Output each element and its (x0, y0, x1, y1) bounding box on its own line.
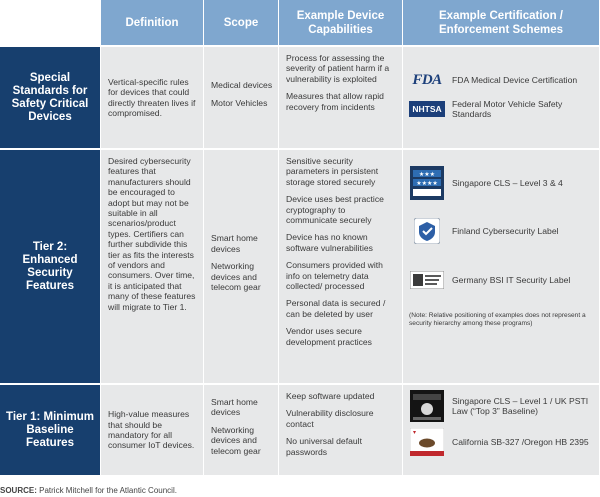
capability-item: No universal default passwords (286, 436, 362, 457)
capability-item: Keep software updated (286, 391, 375, 401)
row-title-tier-2: Tier 2: Enhanced Security Features (0, 150, 101, 385)
definition-text: Vertical-specific rules for devices that could directly threaten lives if compromised. (108, 76, 196, 118)
scope-item: Networking devices and telecom gear (211, 261, 261, 293)
capability-item: Personal data is secured / can be deleted by user (286, 298, 386, 319)
svg-text:★★★: ★★★ (418, 171, 436, 178)
definition-text: Desired cybersecurity features that manufacturers should be encouraged to adopt but may not be suitable in all scenarios/product types. Certifiers can further subdivide this tier as fits the interests of vendors and consumers. Over time, it is anticipated that many of these features will migrate to Tier 1. (108, 156, 196, 312)
capabilities-tier-2 (279, 150, 403, 385)
header-schemes: Example Certification / Enforcement Schemes (403, 0, 600, 47)
header-capabilities: Example Device Capabilities (279, 0, 403, 47)
scheme-label: Federal Motor Vehicle Safety Standards (452, 99, 563, 120)
source-label: SOURCE: (0, 486, 37, 495)
definition-tier-1 (101, 385, 204, 477)
scheme-item (409, 218, 595, 244)
schemes-tier-2 (403, 150, 600, 385)
california-flag-icon (409, 428, 445, 456)
definition-special-standards (101, 47, 204, 150)
capability-item: Measures that allow rapid recovery from incidents (286, 91, 384, 112)
definition-tier-2 (101, 150, 204, 385)
capability-item: Vulnerability disclosure contact (286, 408, 374, 429)
capability-item: Process for assessing the severity of patient harm if a vulnerability is exploited (286, 53, 390, 84)
scope-item: Motor Vehicles (211, 97, 268, 108)
header-scope: Scope (204, 0, 279, 47)
scheme-item (409, 99, 595, 120)
cls-label-icon (409, 166, 445, 200)
scheme-label: Finland Cybersecurity Label (452, 225, 559, 236)
scheme-label: California SB-327 /Oregon HB 2395 (452, 436, 589, 447)
capability-item: Consumers provided with info on telemetry data collected/ processed (286, 260, 383, 292)
scope-item: Smart home devices (211, 396, 258, 418)
bsi-label-icon (409, 270, 445, 290)
row-title-special-standards: Special Standards for Safety Critical Devices (0, 47, 101, 150)
nhtsa-logo-icon: NHTSA (409, 101, 445, 117)
capabilities-tier-1 (279, 385, 403, 477)
scope-item: Smart home devices (211, 233, 258, 254)
capability-item: Sensitive security parameters in persistent storage stored securely (286, 156, 379, 187)
capabilities-special-standards (279, 47, 403, 150)
fda-logo-icon: FDA (412, 71, 442, 88)
scope-item: Networking devices and telecom gear (211, 424, 261, 456)
cls-tier1-icon (409, 390, 445, 422)
scheme-item (409, 390, 595, 422)
note-text: (Note: Relative positioning of examples does not represent a security hierarchy among these programs) (409, 312, 586, 327)
source-caption (0, 486, 177, 495)
scheme-label: Singapore CLS – Level 3 & 4 (452, 177, 563, 188)
scope-tier-2 (204, 150, 279, 385)
scope-special-standards (204, 47, 279, 150)
capability-item: Device uses best practice cryptography to communicate securely (286, 194, 384, 226)
scope-item: Medical devices (211, 80, 273, 91)
scheme-item (409, 270, 595, 290)
finland-label-icon (409, 218, 445, 244)
scheme-label: FDA Medical Device Certification (452, 74, 578, 85)
schemes-special-standards (403, 47, 600, 150)
scheme-item (409, 428, 595, 456)
corner-cell (0, 0, 101, 47)
header-definition: Definition (101, 0, 204, 47)
scheme-item (409, 166, 595, 200)
definition-text: High-value measures that should be mandatory for all consumer IoT devices. (108, 409, 195, 451)
svg-text:★★★★: ★★★★ (416, 180, 438, 187)
row-title-tier-1: Tier 1: Minimum Baseline Features (0, 385, 101, 477)
scheme-label: Singapore CLS – Level 1 / UK PSTI Law (“Top 3” Baseline) (452, 395, 589, 416)
schemes-tier-1 (403, 385, 600, 477)
scheme-label: Germany BSI IT Security Label (452, 274, 571, 285)
capability-item: Vendor uses secure development practices (286, 326, 372, 347)
scheme-item (409, 69, 595, 91)
scope-tier-1 (204, 385, 279, 477)
source-text: Patrick Mitchell for the Atlantic Council. (36, 486, 177, 495)
capability-item: Device has no known software vulnerabilities (286, 232, 373, 253)
